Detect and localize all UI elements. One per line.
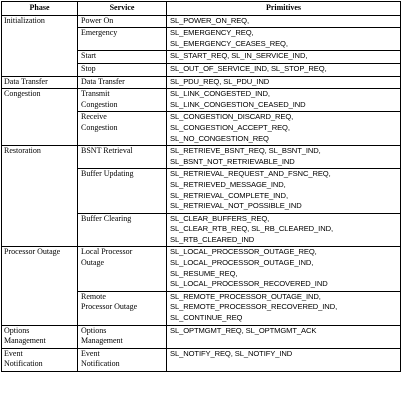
- primitives-cell: [167, 63, 401, 76]
- primitive-line: SL_RETRIEVAL_NOT_POSSIBLE_IND: [170, 201, 302, 211]
- service-cell: [78, 291, 167, 325]
- service-cell: [78, 15, 167, 28]
- primitives-cell: [167, 213, 401, 247]
- primitive-line: SL_EMERGENCY_CEASES_REQ,: [170, 38, 288, 48]
- service-name: Local Processor: [81, 247, 133, 257]
- service-cell: [78, 169, 167, 213]
- service-name: Options: [81, 325, 107, 335]
- service-name: Data Transfer: [81, 76, 125, 86]
- service-cell: [78, 325, 167, 348]
- service-name: Processor Outage: [81, 302, 138, 312]
- phase-name: Management: [4, 336, 46, 346]
- phase-cell: [2, 76, 78, 89]
- phase-name: Notification: [4, 359, 43, 369]
- table-row: [2, 89, 401, 112]
- primitive-line: SL_CONTINUE_REQ: [170, 313, 243, 323]
- service-cell: [78, 146, 167, 169]
- primitive-line: SL_CLEAR_RTB_REQ, SL_RB_CLEARED_IND,: [170, 224, 333, 234]
- primitive-line: SL_NOTIFY_REQ, SL_NOTIFY_IND: [170, 348, 293, 358]
- primitives-cell: [167, 51, 401, 64]
- primitives-cell: [167, 15, 401, 28]
- primitive-line: SL_REMOTE_PROCESSOR_OUTAGE_IND,: [170, 291, 321, 301]
- service-cell: [78, 51, 167, 64]
- header-phase: Phase: [2, 2, 78, 16]
- phase-cell: [2, 15, 78, 76]
- primitive-line: SL_START_REQ, SL_IN_SERVICE_IND,: [170, 51, 308, 61]
- primitives-cell: [167, 169, 401, 213]
- phase-name: Data Transfer: [4, 76, 48, 86]
- primitive-line: SL_OUT_OF_SERVICE_IND, SL_STOP_REQ,: [170, 63, 327, 73]
- service-name: Emergency: [81, 28, 118, 38]
- primitive-line: SL_LOCAL_PROCESSOR_OUTAGE_IND,: [170, 258, 314, 268]
- primitive-line: SL_RETRIEVED_MESSAGE_IND,: [170, 179, 286, 189]
- header-row: [2, 2, 401, 16]
- primitive-line: SL_LOCAL_PROCESSOR_RECOVERED_IND: [170, 279, 328, 289]
- primitive-line: SL_REMOTE_PROCESSOR_RECOVERED_IND,: [170, 302, 338, 312]
- service-name: Start: [81, 51, 97, 61]
- primitive-line: SL_RTB_CLEARED_IND: [170, 234, 255, 244]
- primitive-line: SL_CONGESTION_DISCARD_REQ,: [170, 112, 294, 122]
- primitives-cell: [167, 146, 401, 169]
- service-name: Buffer Clearing: [81, 213, 132, 223]
- phase-cell: [2, 146, 78, 247]
- phase-cell: [2, 247, 78, 325]
- table-body: [2, 15, 401, 371]
- primitive-line: SL_LINK_CONGESTION_CEASED_IND: [170, 99, 306, 109]
- table-row: [2, 15, 401, 28]
- service-name: Notification: [81, 359, 120, 369]
- phase-name: Restoration: [4, 146, 41, 156]
- service-name: Buffer Updating: [81, 169, 134, 179]
- header-service: Service: [78, 2, 167, 16]
- service-name: Outage: [81, 258, 105, 268]
- service-cell: [78, 213, 167, 247]
- phase-name: Congestion: [4, 89, 41, 99]
- table-row: [2, 146, 401, 169]
- service-name: Stop: [81, 63, 96, 73]
- primitives-cell: [167, 325, 401, 348]
- primitive-line: SL_RETRIEVE_BSNT_REQ, SL_BSNT_IND,: [170, 146, 321, 156]
- service-name: Management: [81, 336, 123, 346]
- service-cell: [78, 63, 167, 76]
- primitives-table: [1, 1, 401, 372]
- primitives-cell: [167, 348, 401, 371]
- primitive-line: SL_RESUME_REQ,: [170, 268, 238, 278]
- service-cell: [78, 76, 167, 89]
- primitives-cell: [167, 76, 401, 89]
- primitive-line: SL_POWER_ON_REQ,: [170, 15, 250, 25]
- phase-name: Processor Outage: [4, 247, 61, 257]
- primitives-cell: [167, 291, 401, 325]
- phase-cell: [2, 348, 78, 371]
- primitive-line: SL_OPTMGMT_REQ, SL_OPTMGMT_ACK: [170, 325, 317, 335]
- service-cell: [78, 247, 167, 291]
- phase-cell: [2, 89, 78, 146]
- primitive-line: SL_BSNT_NOT_RETRIEVABLE_IND: [170, 156, 295, 166]
- service-name: Event: [81, 348, 100, 358]
- service-name: Congestion: [81, 99, 118, 109]
- primitive-line: SL_CONGESTION_ACCEPT_REQ,: [170, 122, 290, 132]
- phase-name: Event: [4, 348, 23, 358]
- phase-name: Initialization: [4, 15, 45, 25]
- primitive-line: SL_EMERGENCY_REQ,: [170, 28, 254, 38]
- phase-name: Options: [4, 325, 30, 335]
- service-name: Congestion: [81, 122, 118, 132]
- service-cell: [78, 348, 167, 371]
- primitive-line: SL_RETRIEVAL_REQUEST_AND_FSNC_REQ,: [170, 169, 331, 179]
- phase-cell: [2, 325, 78, 348]
- primitives-cell: [167, 247, 401, 291]
- service-cell: [78, 112, 167, 146]
- primitive-line: SL_NO_CONGESTION_REQ: [170, 133, 269, 143]
- header-primitives: Primitives: [167, 2, 401, 16]
- table-row: [2, 76, 401, 89]
- service-name: Transmit: [81, 89, 110, 99]
- service-name: Power On: [81, 15, 114, 25]
- table-row: [2, 247, 401, 291]
- primitive-line: SL_CLEAR_BUFFERS_REQ,: [170, 213, 270, 223]
- service-name: Receive: [81, 112, 107, 122]
- table-row: [2, 348, 401, 371]
- primitive-line: SL_LINK_CONGESTED_IND,: [170, 89, 270, 99]
- primitives-cell: [167, 112, 401, 146]
- service-cell: [78, 28, 167, 51]
- service-name: BSNT Retrieval: [81, 146, 133, 156]
- primitive-line: SL_RETRIEVAL_COMPLETE_IND,: [170, 190, 288, 200]
- table-row: [2, 325, 401, 348]
- primitives-cell: [167, 28, 401, 51]
- service-name: Remote: [81, 291, 106, 301]
- primitives-cell: [167, 89, 401, 112]
- primitive-line: SL_PDU_REQ, SL_PDU_IND: [170, 76, 270, 86]
- service-cell: [78, 89, 167, 112]
- primitive-line: SL_LOCAL_PROCESSOR_OUTAGE_REQ,: [170, 247, 317, 257]
